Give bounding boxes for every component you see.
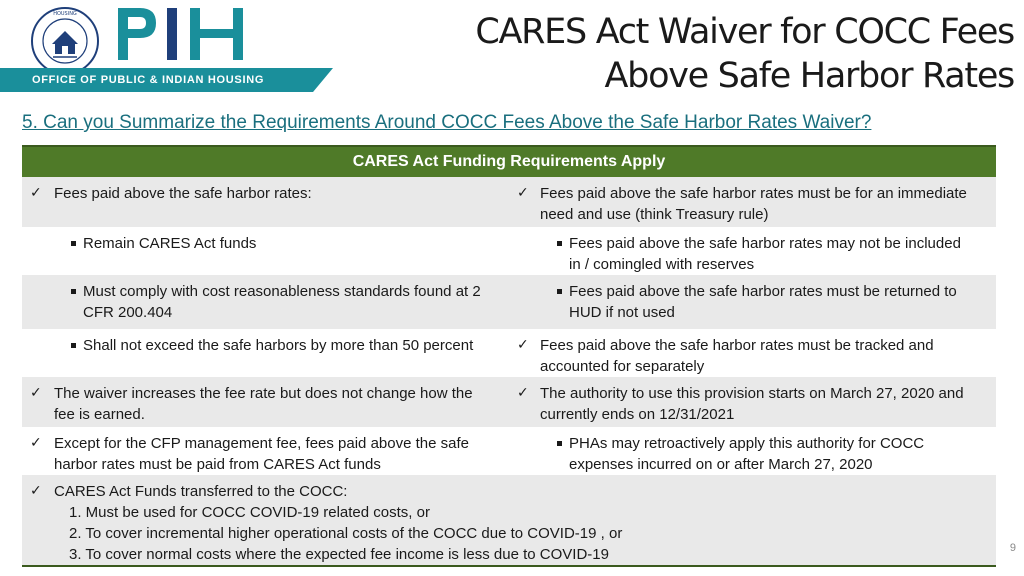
table-row — [22, 177, 996, 227]
table-row — [22, 427, 996, 475]
bullet-icon — [557, 441, 562, 446]
right-text: accounted for separately — [540, 358, 705, 375]
table-row — [22, 275, 996, 329]
right-text: Fees paid above the safe harbor rates may not be included — [569, 235, 961, 252]
check-icon: ✓ — [30, 434, 42, 450]
right-text: currently ends on 12/31/2021 — [540, 406, 735, 423]
title-line-2: Above Safe Harbor Rates — [604, 56, 1014, 96]
right-text: Fees paid above the safe harbor rates must be tracked and — [540, 337, 934, 354]
bullet-icon — [71, 241, 76, 246]
left-text: Fees paid above the safe harbor rates: — [54, 185, 312, 202]
hud-seal-icon — [30, 6, 100, 76]
list-item: 2. To cover incremental higher operational costs of the COCC due to COVID-19 , or — [69, 525, 623, 542]
pih-logo — [0, 0, 335, 96]
right-text: in / comingled with reserves — [569, 256, 755, 273]
check-icon: ✓ — [517, 384, 529, 400]
right-text: HUD if not used — [569, 304, 675, 321]
page-number: 9 — [1009, 542, 1016, 554]
bottom-title: CARES Act Funds transferred to the COCC: — [54, 483, 348, 500]
table-row — [22, 377, 996, 427]
question-heading: 5. Can you Summarize the Requirements Around COCC Fees Above the Safe Harbor Rates Waiver? — [22, 112, 872, 133]
bullet-icon — [71, 289, 76, 294]
right-text: expenses incurred on or after March 27, 2020 — [569, 456, 873, 473]
left-text: Shall not exceed the safe harbors by more than 50 percent — [83, 337, 474, 354]
svg-text:HOUSING: HOUSING — [53, 11, 77, 17]
check-icon: ✓ — [517, 184, 529, 200]
right-text: The authority to use this provision starts on March 27, 2020 and — [540, 385, 964, 402]
list-item: 3. To cover normal costs where the expected fee income is less due to COVID-19 — [69, 546, 609, 563]
check-icon: ✓ — [517, 336, 529, 352]
right-text: PHAs may retroactively apply this authority for COCC — [569, 435, 925, 452]
pih-wordmark — [118, 8, 258, 60]
bullet-icon — [71, 343, 76, 348]
right-text: Fees paid above the safe harbor rates must be returned to — [569, 283, 957, 300]
table-header: CARES Act Funding Requirements Apply — [22, 147, 996, 177]
list-item: 1. Must be used for COCC COVID-19 related costs, or — [69, 504, 430, 521]
left-text: fee is earned. — [54, 406, 145, 423]
left-text: Remain CARES Act funds — [83, 235, 257, 252]
right-text: need and use (think Treasury rule) — [540, 206, 769, 223]
header — [0, 0, 1024, 110]
check-icon: ✓ — [30, 184, 42, 200]
bullet-icon — [557, 241, 562, 246]
left-text: The waiver increases the fee rate but does not change how the — [54, 385, 473, 402]
requirements-table — [22, 145, 996, 567]
left-text: CFR 200.404 — [83, 304, 173, 321]
right-text: Fees paid above the safe harbor rates must be for an immediate — [540, 185, 967, 202]
table-row — [22, 475, 996, 565]
table-row — [22, 227, 996, 275]
check-icon: ✓ — [30, 384, 42, 400]
left-text: Must comply with cost reasonableness standards found at 2 — [83, 283, 481, 300]
title-line-1: CARES Act Waiver for COCC Fees — [475, 12, 1014, 52]
page-title — [475, 10, 1014, 98]
bullet-icon — [557, 289, 562, 294]
left-text: harbor rates must be paid from CARES Act funds — [54, 456, 381, 473]
left-text: Except for the CFP management fee, fees paid above the safe — [54, 435, 469, 452]
table-row — [22, 329, 996, 377]
office-label: OFFICE OF PUBLIC & INDIAN HOUSING — [32, 74, 265, 86]
check-icon: ✓ — [30, 482, 42, 498]
numbered-list — [69, 502, 622, 565]
